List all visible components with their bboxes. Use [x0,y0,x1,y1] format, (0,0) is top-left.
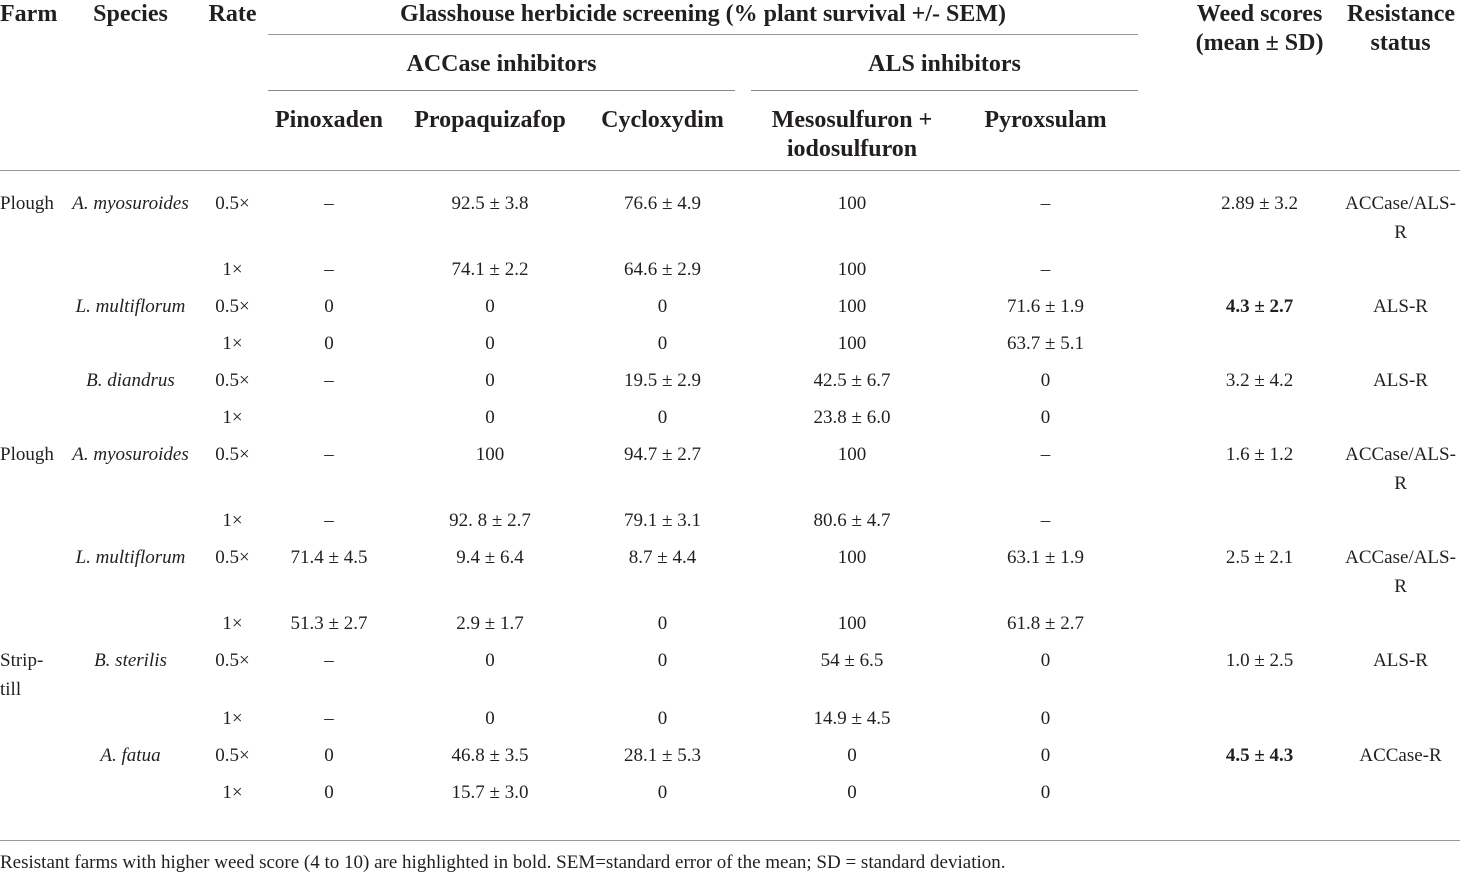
farm-cell [0,292,64,329]
cycloxydim-cell: 0 [657,708,668,729]
rate-cell: 0.5× [215,547,250,568]
header-mesosulfuron: Mesosulfuron + iodosulfuron [771,107,933,162]
spacer [1138,171,1178,256]
weed-score-cell: 1.6 ± 1.2 [1225,444,1294,465]
table-row [0,704,1460,741]
resistance-status-cell [1341,255,1460,292]
spacer [735,646,751,704]
mesosulfuron-cell: 100 [837,333,867,354]
spacer [735,506,751,543]
header-accase: ACCase inhibitors [268,35,735,91]
propaquizafop-cell: 0 [485,407,495,428]
weed-score-cell: 3.2 ± 4.2 [1225,370,1294,391]
mesosulfuron-cell: 42.5 ± 6.7 [813,370,891,391]
propaquizafop-cell: 2.9 ± 1.7 [456,613,524,634]
farm-cell [0,329,64,366]
spacer [1138,329,1178,366]
cycloxydim-cell: 0 [657,650,668,671]
pyroxsulam-cell: – [1040,444,1051,465]
pinoxaden-cell: 51.3 ± 2.7 [290,613,368,634]
cycloxydim-cell: 0 [657,782,668,803]
resistance-status-cell [1341,506,1460,543]
spacer [1138,292,1178,329]
spacer [1138,366,1178,403]
resistance-status-cell [1341,609,1460,646]
species-cell: B. sterilis [94,650,167,671]
pinoxaden-cell: 0 [324,296,334,317]
rate-cell: 1× [222,613,243,634]
farm-cell: Plough [0,444,54,465]
spacer [735,403,751,440]
cycloxydim-cell: 94.7 ± 2.7 [624,444,701,465]
pinoxaden-cell: 0 [324,333,334,354]
table-row [0,366,1460,403]
spacer [735,171,751,256]
spacer [1138,506,1178,543]
resistance-status-cell: ACCase/ALS-R [1345,193,1456,243]
resistance-status-cell [1341,704,1460,741]
resistance-status-cell: ALS-R [1373,296,1428,317]
propaquizafop-cell: 100 [475,444,505,465]
table-row [0,609,1460,646]
pyroxsulam-cell: 0 [1040,745,1051,766]
weed-score-cell [1178,609,1341,646]
pyroxsulam-cell: – [1040,259,1051,280]
species-cell [64,704,197,741]
pyroxsulam-cell: 0 [1040,782,1051,803]
pinoxaden-cell: – [324,193,334,214]
cycloxydim-cell: 28.1 ± 5.3 [624,745,701,766]
propaquizafop-cell: 0 [485,708,495,729]
propaquizafop-cell: 0 [485,370,495,391]
farm-cell [0,506,64,543]
resistance-status-cell: ACCase/ALS-R [1345,547,1456,597]
mesosulfuron-cell: 80.6 ± 4.7 [813,510,891,531]
species-cell: B. diandrus [86,370,175,391]
resistance-status-cell: ACCase/ALS-R [1345,444,1456,494]
table-row [0,646,1460,704]
weed-score-cell: 1.0 ± 2.5 [1225,650,1294,671]
spacer [735,366,751,403]
cycloxydim-cell: 0 [657,613,668,634]
weed-score-cell: 2.89 ± 3.2 [1221,193,1298,214]
farm-cell [0,543,64,609]
species-cell [64,609,197,646]
spacer [1138,778,1178,815]
species-cell [64,778,197,815]
mesosulfuron-cell: 54 ± 6.5 [820,650,884,671]
header-screening: Glasshouse herbicide screening (% plant survival +/- SEM) [268,0,1138,35]
pinoxaden-cell: – [324,259,334,280]
mesosulfuron-cell: 100 [837,296,867,317]
species-cell: A. fatua [100,745,161,766]
table-footnote: Resistant farms with higher weed score (4 to 10) are highlighted in bold. SEM=standard error of the mean; SD = standard deviation. [0,840,1460,885]
pinoxaden-cell: 0 [324,745,334,766]
table-row [0,292,1460,329]
resistance-status-cell: ACCase-R [1359,745,1442,766]
cycloxydim-cell: 0 [657,333,668,354]
farm-cell [0,741,64,778]
cycloxydim-cell: 19.5 ± 2.9 [624,370,701,391]
farm-cell: Plough [0,193,54,214]
rate-cell: 0.5× [215,296,250,317]
resistance-status-cell [1341,403,1460,440]
header-resistance: Resistance status [1347,1,1456,56]
spacer [1138,440,1178,506]
cycloxydim-cell: 0 [657,296,668,317]
propaquizafop-cell: 74.1 ± 2.2 [451,259,529,280]
table-row [0,778,1460,815]
rate-cell: 0.5× [215,650,250,671]
pinoxaden-cell: – [324,510,334,531]
spacer [735,440,751,506]
rate-cell: 0.5× [215,370,250,391]
propaquizafop-cell: 46.8 ± 3.5 [451,745,529,766]
spacer [735,543,751,609]
cycloxydim-cell: 0 [657,407,668,428]
spacer [1138,609,1178,646]
table-row [0,255,1460,292]
weed-score-cell: 2.5 ± 2.1 [1225,547,1294,568]
propaquizafop-cell: 15.7 ± 3.0 [451,782,529,803]
rate-cell: 0.5× [215,745,250,766]
mesosulfuron-cell: 23.8 ± 6.0 [813,407,891,428]
header-pinoxaden: Pinoxaden [274,107,384,133]
pinoxaden-cell [268,403,390,440]
farm-cell: Strip-till [0,650,44,700]
spacer [735,741,751,778]
pinoxaden-cell: 71.4 ± 4.5 [290,547,368,568]
farm-cell [0,255,64,292]
spacer [1138,255,1178,292]
propaquizafop-cell: 0 [485,333,495,354]
spacer [735,778,751,815]
pyroxsulam-cell: 61.8 ± 2.7 [1007,613,1084,634]
table-row [0,403,1460,440]
table-row [0,543,1460,609]
spacer [1138,704,1178,741]
header-cycloxydim: Cycloxydim [601,107,724,133]
weed-score-cell [1178,255,1341,292]
resistance-status-cell [1341,778,1460,815]
species-cell [64,403,197,440]
cycloxydim-cell: 64.6 ± 2.9 [624,259,701,280]
spacer [1138,741,1178,778]
header-als: ALS inhibitors [751,35,1138,91]
cycloxydim-cell: 79.1 ± 3.1 [624,510,701,531]
pinoxaden-cell: 0 [324,782,334,803]
propaquizafop-cell: 9.4 ± 6.4 [456,547,524,568]
weed-score-cell: 4.5 ± 4.3 [1225,745,1294,766]
cycloxydim-cell: 8.7 ± 4.4 [628,547,697,568]
farm-cell [0,366,64,403]
pyroxsulam-cell: 71.6 ± 1.9 [1007,296,1084,317]
rate-cell: 1× [222,407,243,428]
pyroxsulam-cell: – [1040,193,1051,214]
mesosulfuron-cell: 14.9 ± 4.5 [813,708,891,729]
rate-cell: 1× [222,510,243,531]
rate-cell: 1× [222,259,243,280]
table-row [0,329,1460,366]
header-rate: Rate [208,1,257,27]
weed-score-cell [1178,704,1341,741]
table-row [0,741,1460,778]
rate-cell: 1× [222,782,243,803]
header-species: Species [93,1,168,27]
pyroxsulam-cell: – [1040,510,1051,531]
pinoxaden-cell: – [324,370,334,391]
weed-score-cell [1178,778,1341,815]
farm-cell [0,704,64,741]
species-cell [64,255,197,292]
spacer [1138,543,1178,609]
resistance-status-cell: ALS-R [1373,650,1428,671]
mesosulfuron-cell: 100 [837,193,867,214]
rate-cell: 1× [222,708,243,729]
header-propaquizafop: Propaquizafop [414,107,566,133]
table-row [0,171,1460,256]
spacer [1138,403,1178,440]
pyroxsulam-cell: 0 [1040,370,1051,391]
header-farm: Farm [0,1,58,27]
resistance-status-cell: ALS-R [1373,370,1428,391]
mesosulfuron-cell: 100 [837,613,867,634]
farm-cell [0,609,64,646]
pinoxaden-cell: – [324,708,334,729]
propaquizafop-cell: 92.5 ± 3.8 [451,193,529,214]
species-cell: A. myosuroides [72,444,189,465]
pinoxaden-cell: – [324,650,334,671]
farm-cell [0,403,64,440]
farm-cell [0,778,64,815]
header-weed-scores: Weed scores (mean ± SD) [1195,1,1324,56]
pyroxsulam-cell: 63.7 ± 5.1 [1007,333,1084,354]
table-row [0,506,1460,543]
species-cell [64,329,197,366]
rate-cell: 0.5× [215,444,250,465]
weed-score-cell [1178,403,1341,440]
rate-cell: 1× [222,333,243,354]
propaquizafop-cell: 92. 8 ± 2.7 [449,510,531,531]
resistance-status-cell [1341,329,1460,366]
spacer [735,609,751,646]
species-cell: L. multiflorum [75,547,186,568]
table-row [0,440,1460,506]
mesosulfuron-cell: 100 [837,259,867,280]
mesosulfuron-cell: 100 [837,547,867,568]
spacer [735,292,751,329]
header-pyroxsulam: Pyroxsulam [984,107,1107,133]
pyroxsulam-cell: 0 [1040,650,1051,671]
pyroxsulam-cell: 0 [1040,708,1051,729]
pinoxaden-cell: – [324,444,334,465]
propaquizafop-cell: 0 [485,296,495,317]
mesosulfuron-cell: 100 [837,444,867,465]
pyroxsulam-cell: 0 [1040,407,1051,428]
spacer [735,329,751,366]
species-cell: A. myosuroides [72,193,189,214]
pyroxsulam-cell: 63.1 ± 1.9 [1007,547,1084,568]
cycloxydim-cell: 76.6 ± 4.9 [624,193,701,214]
weed-score-cell [1178,329,1341,366]
species-cell [64,506,197,543]
rate-cell: 0.5× [215,193,250,214]
spacer [735,704,751,741]
weed-score-cell [1178,506,1341,543]
spacer [1138,646,1178,704]
mesosulfuron-cell: 0 [847,745,857,766]
mesosulfuron-cell: 0 [847,782,857,803]
weed-score-cell: 4.3 ± 2.7 [1225,296,1294,317]
propaquizafop-cell: 0 [485,650,495,671]
species-cell: L. multiflorum [75,296,186,317]
spacer [735,255,751,292]
